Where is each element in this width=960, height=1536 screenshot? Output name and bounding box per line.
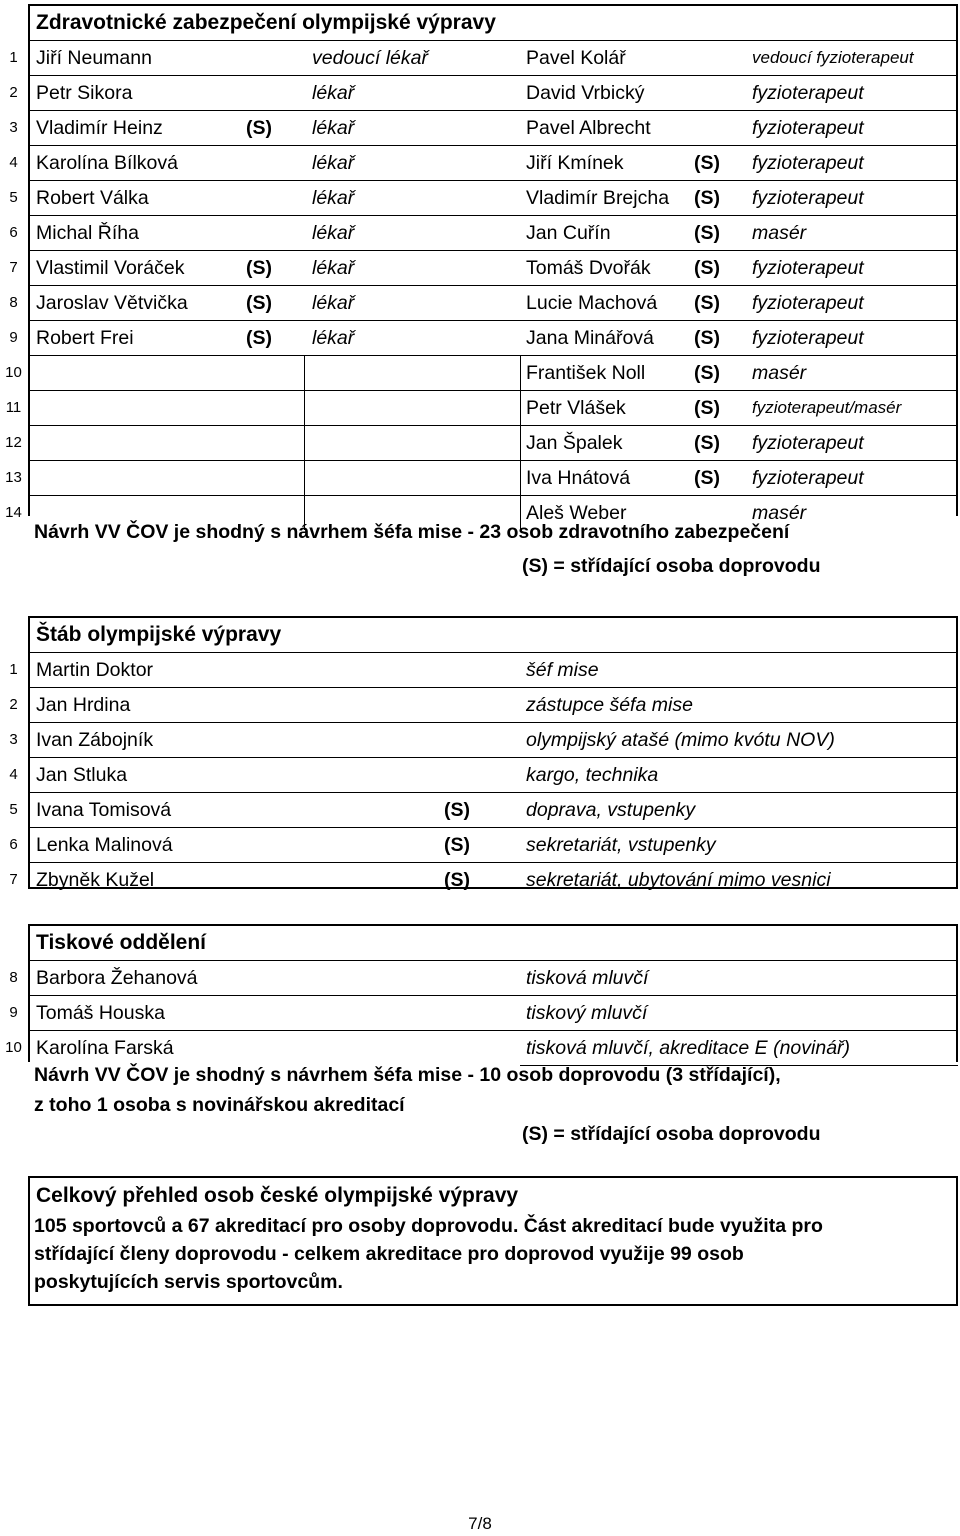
table-row: [9, 722, 956, 757]
person-name: Jan Špalek: [526, 432, 623, 454]
person-name: Lenka Malinová: [36, 834, 173, 856]
press-note-line2: z toho 1 osoba s novinářskou akreditací: [34, 1094, 405, 1116]
person-role: sekretariát, vstupenky: [526, 834, 716, 856]
summary-line-3: poskytujících servis sportovcům.: [34, 1271, 343, 1293]
person-name: Pavel Kolář: [526, 47, 626, 69]
person-role: fyzioterapeut: [752, 257, 864, 279]
table-row: [5, 1030, 956, 1065]
substitute-mark: (S): [694, 222, 720, 244]
substitute-mark: (S): [694, 187, 720, 209]
person-role: fyzioterapeut/masér: [752, 398, 902, 417]
table-row: [9, 827, 956, 862]
person-name: Vladimír Brejcha: [526, 187, 670, 209]
person-role: lékař: [312, 117, 355, 139]
person-name: David Vrbický: [526, 82, 645, 104]
medical-title: Zdravotnické zabezpečení olympijské výpravy: [36, 11, 496, 34]
person-role: fyzioterapeut: [752, 117, 864, 139]
person-name: Jaroslav Větvička: [36, 292, 188, 314]
person-name: Jan Stluka: [36, 764, 128, 786]
row-number: 3: [9, 731, 18, 748]
person-name: Vladimír Heinz: [36, 117, 163, 139]
cell-divider: [520, 426, 521, 460]
cell-divider: [520, 461, 521, 495]
person-role: tisková mluvčí: [526, 967, 649, 989]
substitute-mark: (S): [246, 292, 272, 314]
person-name: Barbora Žehanová: [36, 967, 198, 989]
person-name: Martin Doktor: [36, 659, 154, 681]
person-name: Lucie Machová: [526, 292, 658, 314]
person-role: masér: [752, 222, 807, 244]
press-note-line1: Návrh VV ČOV je shodný s návrhem šéfa mise - 10 osob doprovodu (3 střídající),: [34, 1064, 781, 1086]
person-role: tiskový mluvčí: [526, 1002, 648, 1024]
row-number: 10: [5, 1039, 22, 1056]
summary-line-1: 105 sportovců a 67 akreditací pro osoby doprovodu. Část akreditací bude využita pro: [34, 1215, 823, 1237]
table-row: [9, 320, 956, 355]
table-row: [9, 687, 956, 722]
person-role: lékař: [312, 257, 355, 279]
person-role: fyzioterapeut: [752, 292, 864, 314]
row-number: 9: [9, 329, 18, 346]
staff-table: [9, 652, 956, 897]
substitute-mark: (S): [246, 257, 272, 279]
person-role: šéf mise: [526, 659, 599, 681]
table-row: [9, 110, 956, 145]
row-number: 6: [9, 224, 18, 241]
summary-title: Celkový přehled osob české olympijské výpravy: [36, 1184, 519, 1207]
person-role: lékař: [312, 152, 355, 174]
press-title: Tiskové oddělení: [36, 931, 206, 954]
person-role: vedoucí lékař: [312, 47, 428, 69]
medical-legend: (S) = střídající osoba doprovodu: [522, 555, 821, 577]
person-role: lékař: [312, 187, 355, 209]
row-number: 6: [9, 836, 18, 853]
table-row: [9, 285, 956, 320]
table-row: [9, 792, 956, 827]
person-name: Jan Cuřín: [526, 222, 611, 244]
row-number: 14: [5, 504, 22, 521]
press-section: [5, 924, 958, 1062]
person-name: Robert Frei: [36, 327, 134, 349]
person-role: lékař: [312, 222, 355, 244]
substitute-mark: (S): [444, 799, 470, 821]
person-name: Tomáš Houska: [36, 1002, 165, 1024]
table-row: [9, 180, 956, 215]
person-name: František Noll: [526, 362, 646, 384]
person-name: Jiří Kmínek: [526, 152, 624, 174]
person-name: Robert Válka: [36, 187, 149, 209]
row-number: 9: [9, 1004, 18, 1021]
substitute-mark: (S): [694, 257, 720, 279]
person-role: masér: [752, 362, 807, 384]
person-name: Ivan Zábojník: [36, 729, 154, 751]
medical-note: Návrh VV ČOV je shodný s návrhem šéfa mise - 23 osob zdravotního zabezpečení: [34, 521, 790, 543]
row-number: 2: [9, 84, 18, 101]
row-number: 8: [9, 969, 18, 986]
substitute-mark: (S): [694, 327, 720, 349]
person-name: Petr Vlášek: [526, 397, 626, 419]
person-name: Michal Říha: [36, 222, 139, 244]
table-row: [5, 460, 956, 495]
substitute-mark: (S): [694, 432, 720, 454]
table-row: [9, 862, 956, 897]
person-role: masér: [752, 502, 807, 524]
row-number: 7: [9, 259, 18, 276]
substitute-mark: (S): [694, 152, 720, 174]
person-role: fyzioterapeut: [752, 467, 864, 489]
summary-line-2: střídající členy doprovodu - celkem akreditace pro doprovod využije 99 osob: [34, 1243, 744, 1265]
table-row: [9, 960, 956, 995]
person-name: Aleš Weber: [526, 502, 627, 524]
cell-divider: [304, 426, 305, 460]
substitute-mark: (S): [694, 292, 720, 314]
person-name: Karolína Bílková: [36, 152, 178, 174]
person-role: kargo, technika: [526, 764, 659, 786]
substitute-mark: (S): [246, 117, 272, 139]
person-name: Jiří Neumann: [36, 47, 152, 69]
row-number: 8: [9, 294, 18, 311]
substitute-mark: (S): [444, 869, 470, 891]
person-role: lékař: [312, 327, 355, 349]
medical-table: [5, 40, 956, 530]
row-number: 11: [5, 399, 22, 416]
person-role: fyzioterapeut: [752, 187, 864, 209]
cell-divider: [304, 461, 305, 495]
table-row: [9, 75, 956, 110]
cell-divider: [304, 356, 305, 390]
table-row: [5, 355, 956, 390]
substitute-mark: (S): [246, 327, 272, 349]
row-number: 4: [9, 154, 18, 171]
person-role: fyzioterapeut: [752, 327, 864, 349]
table-row: [9, 250, 956, 285]
table-row: [9, 215, 956, 250]
row-number: 4: [9, 766, 18, 783]
summary-section: [28, 1176, 958, 1306]
person-name: Vlastimil Voráček: [36, 257, 185, 279]
person-name: Petr Sikora: [36, 82, 133, 104]
table-row: [9, 145, 956, 180]
press-legend: (S) = střídající osoba doprovodu: [522, 1123, 821, 1145]
table-row: [9, 652, 956, 687]
person-role: zástupce šéfa mise: [526, 694, 693, 716]
person-role: sekretariát, ubytování mimo vesnici: [526, 869, 831, 891]
page-number: 7/8: [468, 1514, 492, 1533]
substitute-mark: (S): [694, 467, 720, 489]
person-name: Jan Hrdina: [36, 694, 131, 716]
table-row: [9, 995, 956, 1030]
substitute-mark: (S): [694, 362, 720, 384]
row-number: 7: [9, 871, 18, 888]
table-row: [9, 40, 956, 75]
person-role: fyzioterapeut: [752, 152, 864, 174]
person-name: Jana Minářová: [526, 327, 654, 349]
row-number: 3: [9, 119, 18, 136]
staff-title: Štáb olympijské výpravy: [36, 623, 282, 646]
person-role: fyzioterapeut: [752, 82, 864, 104]
substitute-mark: (S): [694, 397, 720, 419]
row-number: 5: [9, 801, 18, 818]
staff-section: [9, 616, 958, 891]
person-role: tisková mluvčí, akreditace E (novinář): [526, 1037, 851, 1059]
medical-section: [5, 4, 958, 524]
cell-divider: [520, 356, 521, 390]
cell-divider: [304, 391, 305, 425]
person-role: lékař: [312, 292, 355, 314]
table-row: [5, 390, 956, 425]
cell-divider: [520, 391, 521, 425]
substitute-mark: (S): [444, 834, 470, 856]
person-name: Iva Hnátová: [526, 467, 631, 489]
person-name: Ivana Tomisová: [36, 799, 172, 821]
person-role: vedoucí fyzioterapeut: [752, 48, 914, 67]
person-name: Karolína Farská: [36, 1037, 174, 1059]
person-role: doprava, vstupenky: [526, 799, 696, 821]
person-name: Zbyněk Kužel: [36, 869, 155, 891]
row-number: 12: [5, 434, 22, 451]
row-number: 1: [9, 49, 18, 66]
person-role: olympijský atašé (mimo kvótu NOV): [526, 729, 835, 751]
row-number: 5: [9, 189, 18, 206]
person-name: Pavel Albrecht: [526, 117, 651, 139]
person-role: lékař: [312, 82, 355, 104]
table-row: [5, 425, 956, 460]
table-row: [9, 757, 956, 792]
press-table: [5, 960, 956, 1065]
row-number: 10: [5, 364, 22, 381]
person-role: fyzioterapeut: [752, 432, 864, 454]
row-number: 13: [5, 469, 22, 486]
person-name: Tomáš Dvořák: [526, 257, 651, 279]
row-number: 2: [9, 696, 18, 713]
row-number: 1: [9, 661, 18, 678]
